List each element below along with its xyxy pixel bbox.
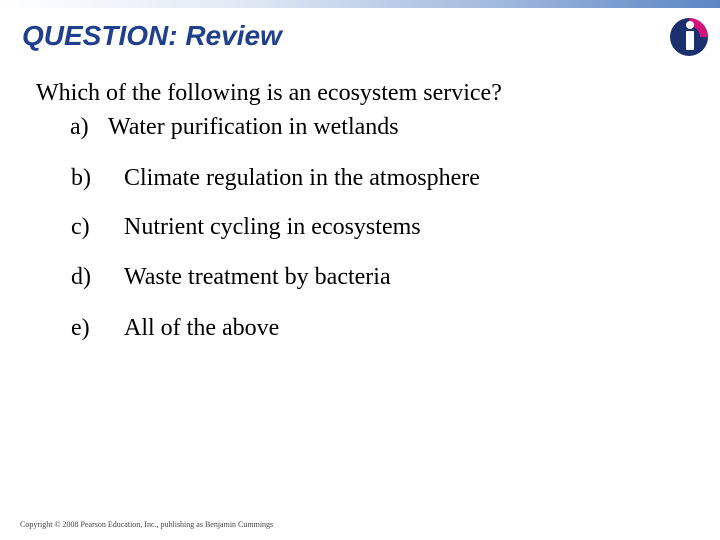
- question-text: Which of the following is an ecosystem service?: [36, 80, 502, 106]
- option-text: Water purification in wetlands: [108, 114, 399, 140]
- option-text: Waste treatment by bacteria: [124, 264, 391, 290]
- copyright-notice: Copyright © 2008 Pearson Education, Inc., publishing as Benjamin Cummings: [20, 520, 274, 529]
- option-letter: e): [71, 315, 90, 341]
- top-gradient-bar: [0, 0, 720, 8]
- option-letter: c): [71, 214, 90, 240]
- option-letter: d): [71, 264, 91, 290]
- option-letter: a): [70, 114, 89, 140]
- option-text: Nutrient cycling in ecosystems: [124, 214, 421, 240]
- option-text: All of the above: [124, 315, 280, 341]
- option-letter: b): [71, 165, 91, 191]
- slide-title: QUESTION: Review: [22, 20, 282, 51]
- option-text: Climate regulation in the atmosphere: [124, 165, 480, 191]
- info-logo-icon: [668, 12, 714, 58]
